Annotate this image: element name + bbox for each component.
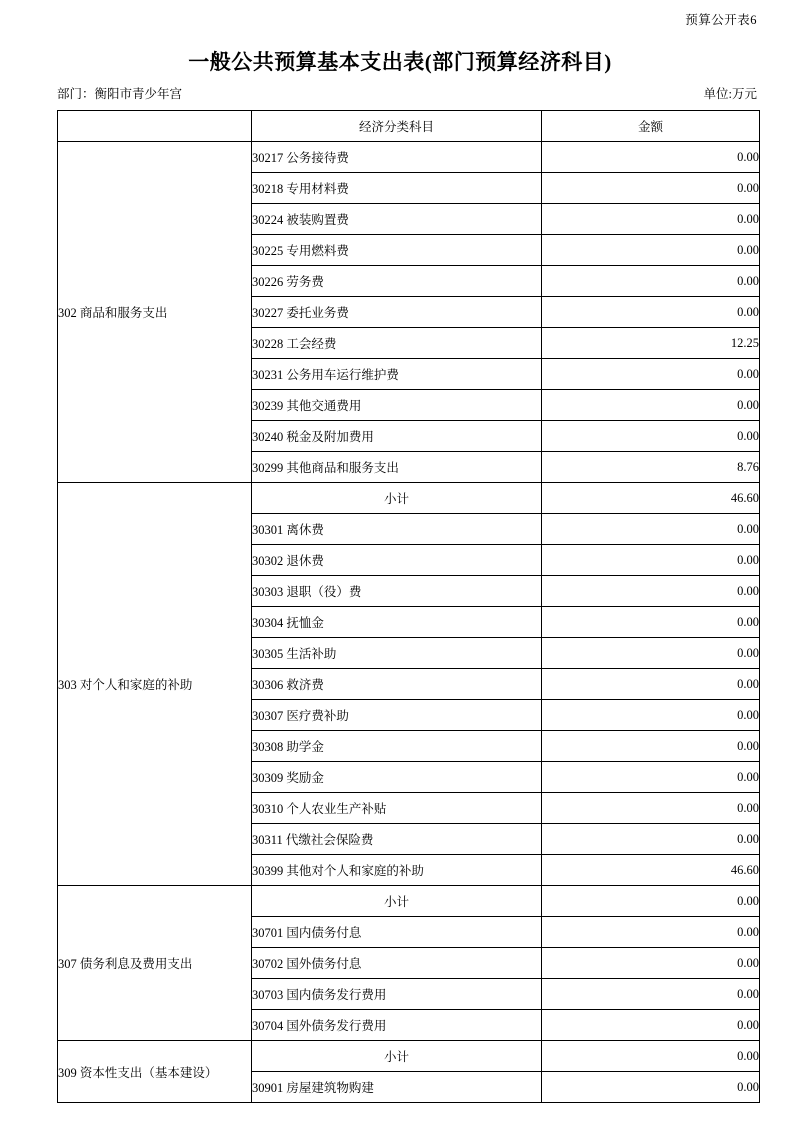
- meta-row: [57, 84, 757, 102]
- table-header-row: [58, 111, 760, 142]
- header-blank: [58, 111, 252, 142]
- subtotal-label: 小计: [252, 1041, 542, 1072]
- item-cell: 30228 工会经费: [252, 328, 542, 359]
- table-row-subtotal: [58, 483, 760, 514]
- subtotal-amount: 0.00: [542, 886, 760, 917]
- amount-cell: 0.00: [542, 638, 760, 669]
- item-cell: 30225 专用燃料费: [252, 235, 542, 266]
- page-title: 一般公共预算基本支出表(部门预算经济科目): [188, 50, 612, 74]
- amount-cell: 0.00: [542, 514, 760, 545]
- amount-cell: 0.00: [542, 235, 760, 266]
- amount-cell: 0.00: [542, 297, 760, 328]
- form-number-label: 预算公开表6: [685, 13, 757, 27]
- amount-cell: 0.00: [542, 1072, 760, 1103]
- amount-cell: 0.00: [542, 669, 760, 700]
- table-body: [58, 142, 760, 1103]
- category-cell: 302 商品和服务支出: [58, 142, 252, 483]
- item-cell: 30217 公务接待费: [252, 142, 542, 173]
- item-cell: 30227 委托业务费: [252, 297, 542, 328]
- subtotal-label: 小计: [252, 483, 542, 514]
- item-cell: 30399 其他对个人和家庭的补助: [252, 855, 542, 886]
- amount-cell: 0.00: [542, 979, 760, 1010]
- item-cell: 30239 其他交通费用: [252, 390, 542, 421]
- item-cell: 30310 个人农业生产补贴: [252, 793, 542, 824]
- amount-cell: 8.76: [542, 452, 760, 483]
- unit-label: 单位:万元: [703, 87, 757, 101]
- item-cell: 30305 生活补助: [252, 638, 542, 669]
- item-cell: 30226 劳务费: [252, 266, 542, 297]
- amount-cell: 0.00: [542, 917, 760, 948]
- item-cell: 30218 专用材料费: [252, 173, 542, 204]
- item-cell: 30901 房屋建筑物购建: [252, 1072, 542, 1103]
- table-row: [58, 142, 760, 173]
- amount-cell: 0.00: [542, 142, 760, 173]
- amount-cell: 0.00: [542, 948, 760, 979]
- item-cell: 30704 国外债务发行费用: [252, 1010, 542, 1041]
- category-cell: 303 对个人和家庭的补助: [58, 483, 252, 886]
- amount-cell: 0.00: [542, 762, 760, 793]
- item-cell: 30240 税金及附加费用: [252, 421, 542, 452]
- header-subject: 经济分类科目: [252, 111, 542, 142]
- amount-cell: 0.00: [542, 824, 760, 855]
- table-row-subtotal: [58, 886, 760, 917]
- item-cell: 30703 国内债务发行费用: [252, 979, 542, 1010]
- amount-cell: 0.00: [542, 421, 760, 452]
- amount-cell: 0.00: [542, 731, 760, 762]
- header-amount: 金额: [542, 111, 760, 142]
- amount-cell: 0.00: [542, 700, 760, 731]
- department-label: 部门：衡阳市青少年宫: [57, 87, 183, 101]
- item-cell: 30306 救济费: [252, 669, 542, 700]
- amount-cell: 0.00: [542, 173, 760, 204]
- item-cell: 30702 国外债务付息: [252, 948, 542, 979]
- amount-cell: 12.25: [542, 328, 760, 359]
- subtotal-amount: 46.60: [542, 483, 760, 514]
- item-cell: 30302 退休费: [252, 545, 542, 576]
- amount-cell: 0.00: [542, 266, 760, 297]
- subtotal-amount: 0.00: [542, 1041, 760, 1072]
- item-cell: 30299 其他商品和服务支出: [252, 452, 542, 483]
- budget-table: [57, 110, 760, 1103]
- amount-cell: 0.00: [542, 607, 760, 638]
- amount-cell: 0.00: [542, 576, 760, 607]
- amount-cell: 0.00: [542, 390, 760, 421]
- item-cell: 30701 国内债务付息: [252, 917, 542, 948]
- amount-cell: 0.00: [542, 545, 760, 576]
- item-cell: 30224 被装购置费: [252, 204, 542, 235]
- amount-cell: 0.00: [542, 1010, 760, 1041]
- item-cell: 30307 医疗费补助: [252, 700, 542, 731]
- item-cell: 30304 抚恤金: [252, 607, 542, 638]
- item-cell: 30301 离休费: [252, 514, 542, 545]
- table-row-subtotal: [58, 1041, 760, 1072]
- item-cell: 30231 公务用车运行维护费: [252, 359, 542, 390]
- item-cell: 30311 代缴社会保险费: [252, 824, 542, 855]
- amount-cell: 0.00: [542, 359, 760, 390]
- item-cell: 30303 退职（役）费: [252, 576, 542, 607]
- amount-cell: 0.00: [542, 204, 760, 235]
- category-cell: 307 债务利息及费用支出: [58, 886, 252, 1041]
- amount-cell: 0.00: [542, 793, 760, 824]
- subtotal-label: 小计: [252, 886, 542, 917]
- amount-cell: 46.60: [542, 855, 760, 886]
- category-cell: 309 资本性支出（基本建设）: [58, 1041, 252, 1103]
- item-cell: 30309 奖励金: [252, 762, 542, 793]
- item-cell: 30308 助学金: [252, 731, 542, 762]
